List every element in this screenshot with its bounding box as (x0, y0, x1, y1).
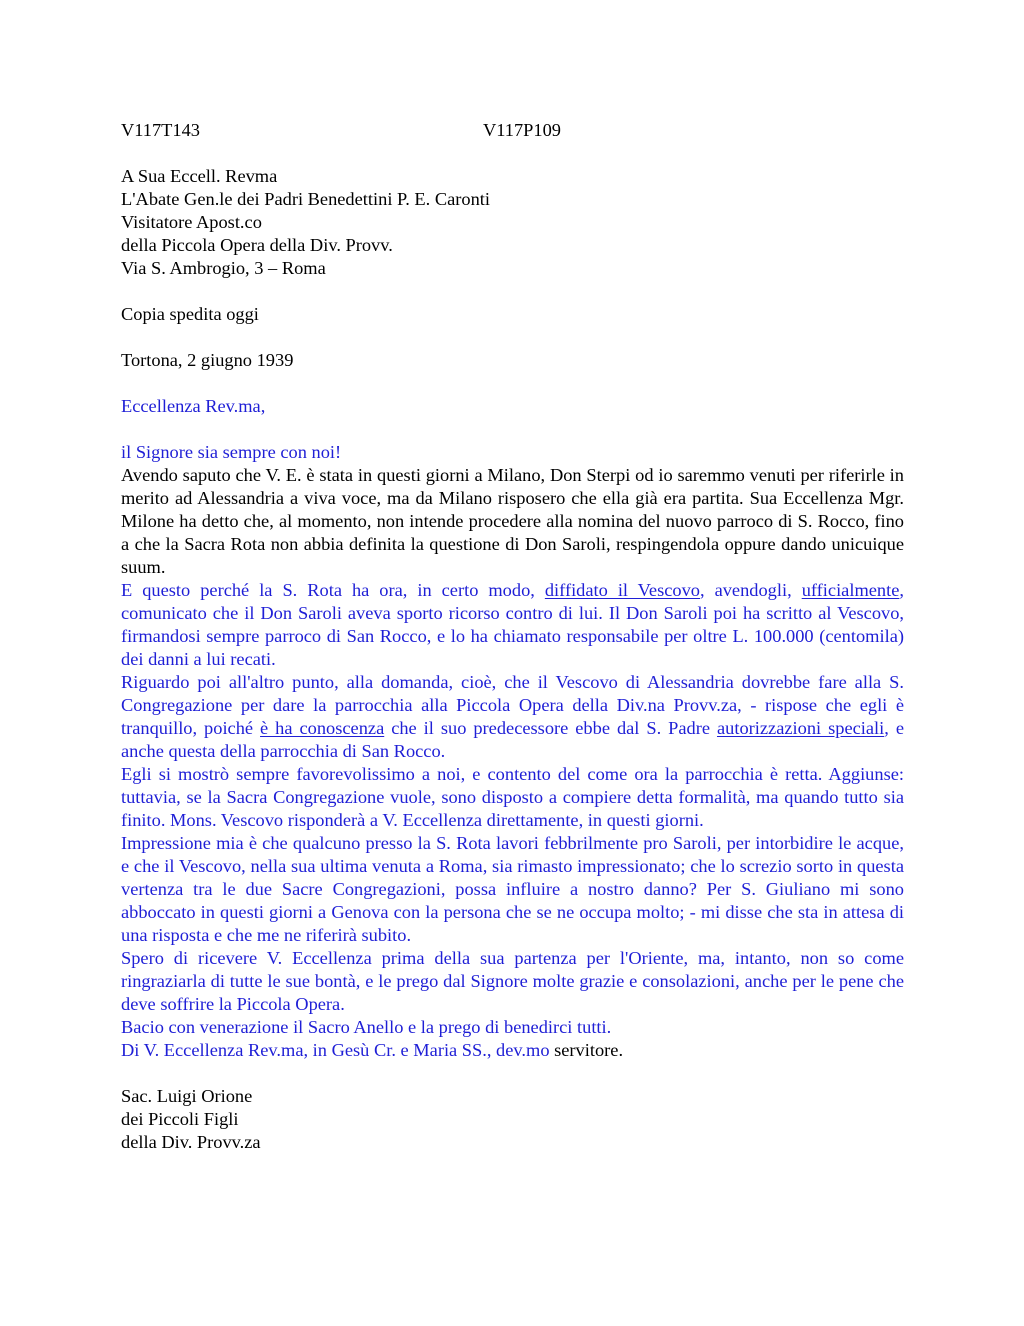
body-paragraph-7: Bacio con venerazione il Sacro Anello e la prego di benedirci tutti. (121, 1017, 612, 1037)
address-line: Via S. Ambrogio, 3 – Roma (121, 258, 326, 278)
underlined-text: ufficialmente (801, 580, 900, 600)
underlined-text: autorizzazioni speciali (716, 718, 885, 738)
address-line: A Sua Eccell. Revma (121, 166, 278, 186)
closing-line (121, 1039, 904, 1062)
place-date: Tortona, 2 giugno 1939 (121, 350, 294, 370)
signature-block (121, 1085, 904, 1154)
greeting: il Signore sia sempre con noi! (121, 442, 342, 462)
closing-servitore: servitore. (549, 1040, 624, 1060)
closing-text: Di V. Eccellenza Rev.ma, in Gesù Cr. e Maria SS., dev.mo (121, 1040, 550, 1060)
signature-line: dei Piccoli Figli (121, 1109, 239, 1129)
body-paragraph-2 (121, 579, 904, 671)
letter-page (121, 119, 904, 1154)
address-line: Visitatore Apost.co (121, 212, 262, 232)
text-span: , avendogli, (700, 580, 802, 600)
body-paragraph-5: Impressione mia è che qualcuno presso la S. Rota lavori febbrilmente pro Saroli, per intorbidire le acque, e che il Vescovo, nella sua ultima venuta a Roma, sia rimasto impressionato; che lo screzio sorto in questa vertenza tra le due Sacre Congregazioni, possa influire a nostro danno? Per S. Giuliano mi sono abboccato in questi giorni a Genova con la persona che se ne occupa molto; - mi disse che sta in attesa di una risposta e che me ne riferirà subito. (121, 833, 904, 945)
signature-line: della Div. Provv.za (121, 1132, 261, 1152)
document-codes (121, 119, 904, 142)
body-paragraph-6: Spero di ricevere V. Eccellenza prima della sua partenza per l'Oriente, ma, intanto, non so come ringraziarla di tutte le sue bontà, e le prego dal Signore molte grazie e consolazioni, anche per le pene che deve soffrire la Piccola Opera. (121, 948, 904, 1014)
text-span: E questo perché la S. Rota ha ora, in certo modo, (121, 580, 545, 600)
address-line: della Piccola Opera della Div. Provv. (121, 235, 393, 255)
underlined-text: diffidato il Vescovo (544, 580, 700, 600)
body-paragraph-3 (121, 671, 904, 763)
text-span: che il suo predecessore ebbe dal S. Padre (384, 718, 717, 738)
document-code-right: V117P109 (483, 120, 561, 140)
text-span: , comunicato che il Don Saroli aveva sporto ricorso contro di lui. Il Don Saroli poi ha scritto al Vescovo, firmandosi sempre parroco di San Rocco, e lo ha chiamato responsabile per oltre L. 100.000 (centomila) dei danni a lui recati. (121, 580, 904, 669)
body-paragraph-1: Avendo saputo che V. E. è stata in questi giorni a Milano, Don Sterpi od io saremmo venuti per riferirle in merito ad Alessandria a viva voce, ma da Milano risposero che ella già era partita. Sua Eccellenza Mgr. Milone ha detto che, al momento, non intende procedere alla nomina del nuovo parroco di S. Rocco, fino a che la Sacra Rota non abbia definita la questione di Don Saroli, respingendola oppure dando unicuique suum. (121, 465, 904, 577)
text-span: , e anche questa della parrocchia di San Rocco. (121, 718, 904, 761)
document-code-left: V117T143 (121, 120, 201, 140)
salutation: Eccellenza Rev.ma, (121, 396, 266, 416)
body-paragraph-4: Egli si mostrò sempre favorevolissimo a noi, e contento del come ora la parrocchia è retta. Aggiunse: tuttavia, se la Sacra Congregazione vuole, sono disposto a compiere detta formalità, ma quando tutto sia finito. Mons. Vescovo risponderà a V. Eccellenza direttamente, in questi giorni. (121, 764, 904, 830)
signature-line: Sac. Luigi Orione (121, 1086, 253, 1106)
text-span: Riguardo poi all'altro punto, alla domanda, cioè, che il Vescovo di Alessandria dovrebbe fare alla S. Congregazione per dare la parrocchia alla Piccola Opera della Div.na Provv.za, - rispose che egli è tranquillo, poiché (121, 672, 904, 738)
address-line: L'Abate Gen.le dei Padri Benedettini P. E. Caronti (121, 189, 490, 209)
copy-note: Copia spedita oggi (121, 304, 259, 324)
underlined-text: è ha conoscenza (260, 718, 385, 738)
recipient-address (121, 165, 904, 280)
